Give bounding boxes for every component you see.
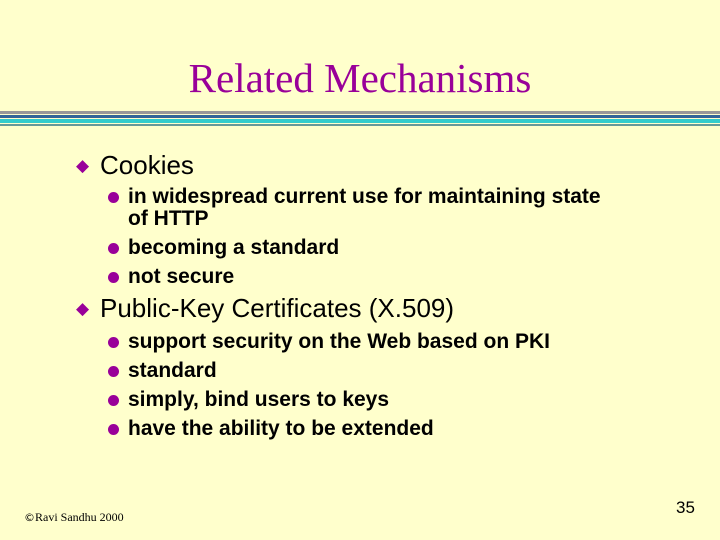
dot-bullet-icon <box>108 366 119 377</box>
section-heading-cookies: Cookies <box>100 150 194 180</box>
list-item: support security on the Web based on PKI <box>128 330 550 353</box>
dot-bullet-icon <box>108 395 119 406</box>
page-number: 35 <box>676 498 695 517</box>
copyright-text: Ravi Sandhu 2000 <box>35 510 124 524</box>
list-item: becoming a standard <box>128 236 340 259</box>
title-divider-slate <box>0 124 720 126</box>
dot-bullet-icon <box>108 192 119 203</box>
list-item: have the ability to be extended <box>128 417 434 440</box>
dot-bullet-icon <box>108 337 119 348</box>
list-item-continuation: of HTTP <box>128 207 209 230</box>
dot-bullet-icon <box>108 272 119 283</box>
copyright-icon: © <box>24 511 35 524</box>
diamond-bullet-icon: ◆ <box>76 156 90 175</box>
slide-title: Related Mechanisms <box>188 55 532 101</box>
list-item: in widespread current use for maintaining state <box>128 185 601 208</box>
dot-bullet-icon <box>108 424 119 435</box>
footer-copyright <box>24 510 124 525</box>
title-divider-blue <box>0 115 720 118</box>
section-heading-certificates: Public-Key Certificates (X.509) <box>100 293 455 323</box>
list-item: simply, bind users to keys <box>128 388 390 411</box>
list-item: standard <box>128 359 217 382</box>
list-item: not secure <box>128 265 235 288</box>
diamond-bullet-icon: ◆ <box>76 299 90 318</box>
dot-bullet-icon <box>108 243 119 254</box>
title-divider-teal <box>0 119 720 123</box>
title-divider-grey <box>0 111 720 114</box>
